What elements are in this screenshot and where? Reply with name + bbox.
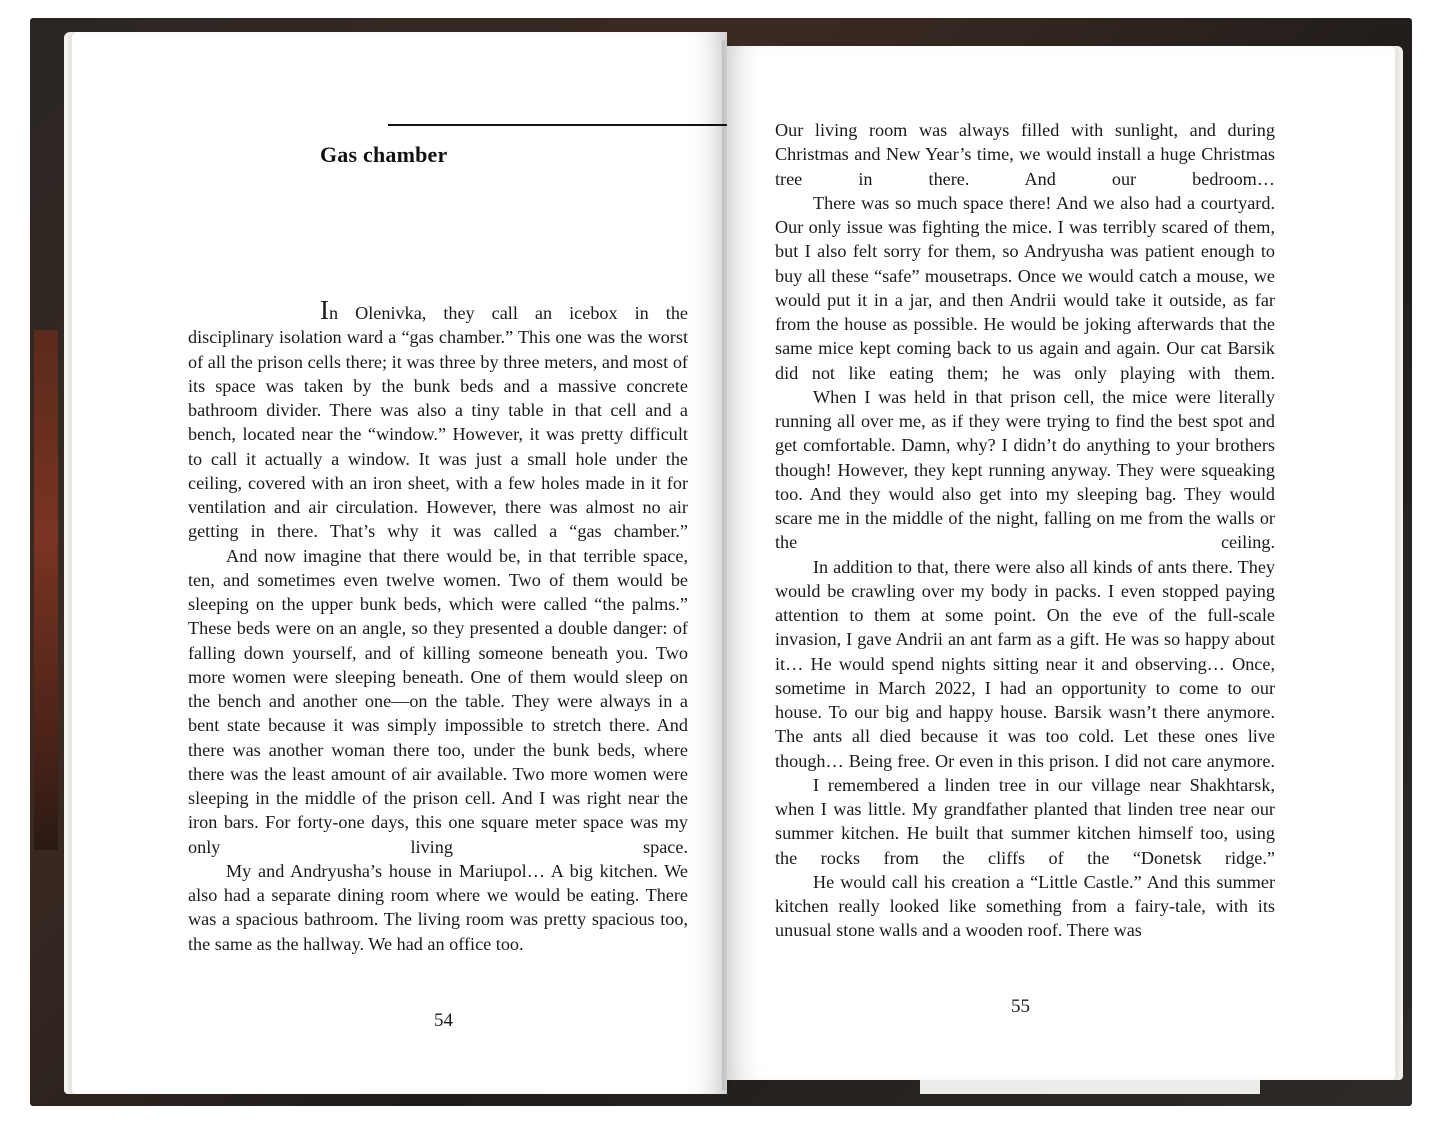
paragraph: I remembered a linden tree in our village near Shakhtarsk, when I was little. My grandfather planted that linden tree near our summer kitchen. He built that summer kitchen himself too, using the rocks from the cliffs of the “Donetsk ridge.” <box>775 774 1275 868</box>
left-page-text <box>188 295 688 956</box>
paragraph: He would call his creation a “Little Castle.” And this summer kitchen really looked like something from a fairy-tale, with its unusual stone walls and a wooden roof. There was <box>775 871 1275 941</box>
paragraph: When I was held in that prison cell, the mice were literally running all over me, as if they were trying to find the best spot and get comfortable. Damn, why? I didn’t do anything to your brothers though! However, they kept running anyway. They were squeaking too. And they would also get into my sleeping bag. They would scare me in the middle of the night, falling on me from the walls or the ceiling. <box>775 386 1275 553</box>
paragraph: And now imagine that there would be, in that terrible space, ten, and sometimes even twelve women. Two of them would be sleeping on the upper bunk beds, which were called “the palms.” These beds were on an angle, so they presented a double danger: of falling down yourself, and of killing someone beneath you. Two more women were sleeping beneath. One of them would sleep on the bench and another one—on the table. They were always in a bent state because it was simply impossible to stretch there. And there was another woman there too, under the bunk beds, where there was the least amount of air available. Two more women were sleeping in the middle of the prison cell. And I was right near the iron bars. For forty-one days, this one square meter space was my only living space. <box>188 545 688 857</box>
drop-cap: I <box>320 295 329 325</box>
chapter-rule <box>388 124 727 126</box>
chapter-title: Gas chamber <box>320 142 448 167</box>
right-page-text <box>775 118 1275 943</box>
page-edge <box>920 1080 1260 1094</box>
page-number: 55 <box>1011 996 1030 1017</box>
left-page <box>72 32 727 1094</box>
paragraph: Our living room was always filled with sunlight, and during Christmas and New Year’s time, we would install a huge Christmas tree in there. And our bedroom… <box>775 120 1275 189</box>
cover-edge <box>34 330 58 850</box>
right-page <box>727 46 1395 1080</box>
paragraph <box>188 295 688 544</box>
paragraph: My and Andryusha’s house in Mariupol… A big kitchen. We also had a separate dining room where we would be eating. There was a spacious bathroom. The living room was pretty spacious too, the same as the hallway. We had an office too. <box>188 860 688 954</box>
paragraph: There was so much space there! And we also had a courtyard. Our only issue was fighting the mice. I was terribly scared of them, but I also felt sorry for them, so Andryusha was patient enough to buy all these “safe” mousetraps. Once we would catch a mouse, we would put it in a jar, and then Andrii would take it outside, as far from the house as possible. He would be joking afterwards that the same mice kept coming back to us again and again. Our cat Barsik did not like eating them; he was only playing with them. <box>775 192 1275 383</box>
paragraph: In addition to that, there were also all kinds of ants there. They would be crawling over my body in packs. I even stopped paying attention to them at some point. On the eve of the full-scale invasion, I gave Andrii an ant farm as a gift. He was so happy about it… He would spend nights sitting near it and observing… Once, sometime in March 2022, I had an opportunity to come to our house. To our big and happy house. Barsik wasn’t there anymore. The ants all died because it was too cold. Let these ones live though… Being free. Or even in this prison. I did not care anymore. <box>775 556 1275 771</box>
paragraph-text: n Olenivka, they call an icebox in the disciplinary isolation ward a “gas chamber.” This one was the worst of all the prison cells there; it was three by three meters, and most of its space was taken by the bunk beds and a massive concrete bathroom divider. There was also a tiny table in that cell and a bench, located near the “window.” However, it was pretty difficult to call it actually a window. It was just a small hole under the ceiling, covered with an iron sheet, with a few holes made in it for ventilation and air circulation. However, there was almost no air getting in there. That’s why it was called a “gas chamber.” <box>188 303 688 542</box>
page-number: 54 <box>434 1010 453 1031</box>
